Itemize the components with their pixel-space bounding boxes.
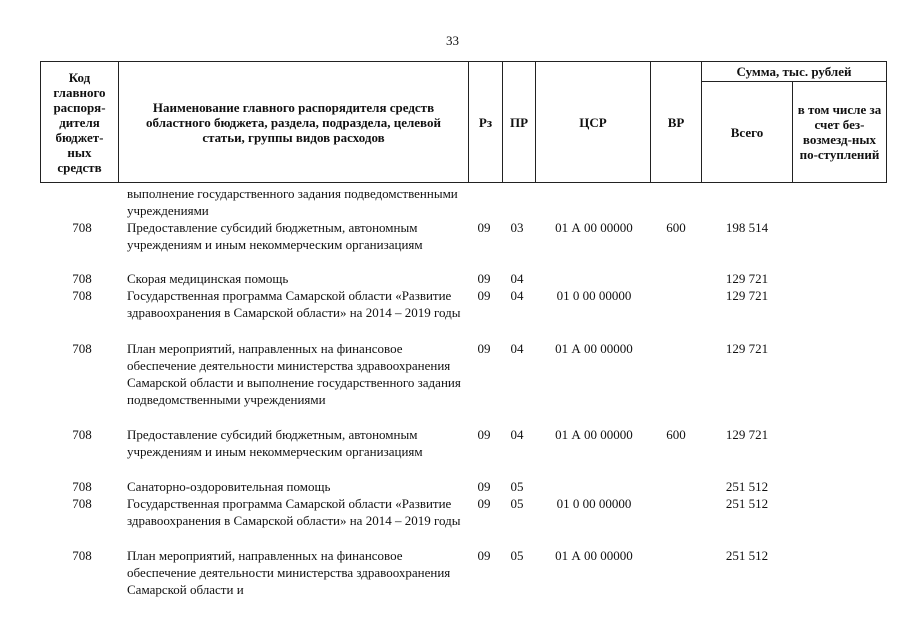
header-code: Код главного распоря-дителя бюджет-ных средств xyxy=(40,61,119,183)
row-name: Государственная программа Самарской области «Развитие здравоохранения в Самарской области» на 2014 – 2019 годы xyxy=(127,288,461,320)
header-rz: Рз xyxy=(468,61,503,183)
row-total: 129 721 xyxy=(725,427,769,442)
row-total: 251 512 xyxy=(725,479,769,494)
row-code: 708 xyxy=(72,271,92,286)
row-rz: 09 xyxy=(477,427,491,442)
row-total: 129 721 xyxy=(725,288,769,303)
row-code: 708 xyxy=(72,479,92,494)
row-pr: 04 xyxy=(510,341,524,356)
row-name: Санаторно-оздоровительная помощь xyxy=(127,479,331,494)
header-sum-group: Сумма, тыс. рублей xyxy=(701,61,887,82)
row-pr: 03 xyxy=(510,220,524,235)
row-pr: 05 xyxy=(510,479,524,494)
header-pr: ПР xyxy=(502,61,536,183)
row-rz: 09 xyxy=(477,220,491,235)
row-code: 708 xyxy=(72,341,92,356)
row-pr: 04 xyxy=(510,288,524,303)
row-total: 251 512 xyxy=(725,548,769,563)
row-code: 708 xyxy=(72,220,92,235)
row-csr: 01 0 00 00000 xyxy=(556,496,632,511)
header-total: Всего xyxy=(701,81,793,183)
row-csr: 01 А 00 00000 xyxy=(555,341,633,356)
row-csr: 01 А 00 00000 xyxy=(555,220,633,235)
row-csr: 01 0 00 00000 xyxy=(556,288,632,303)
row-vr: 600 xyxy=(666,427,686,442)
row-code: 708 xyxy=(72,548,92,563)
row-pr: 04 xyxy=(510,271,524,286)
row-name: Предоставление субсидий бюджетным, автономным учреждениям и иным некоммерческим организациям xyxy=(127,427,423,459)
row-total: 198 514 xyxy=(725,220,769,235)
row-name: План мероприятий, направленных на финансовое обеспечение деятельности министерства здравоохранения Самарской области и выполнение государственного задания подведомственными учреждениями xyxy=(127,341,461,407)
row-code: 708 xyxy=(72,288,92,303)
row-name: Скорая медицинская помощь xyxy=(127,271,289,286)
row-rz: 09 xyxy=(477,271,491,286)
row-total: 129 721 xyxy=(725,271,769,286)
row-pr: 05 xyxy=(510,496,524,511)
header-name: Наименование главного распорядителя средств областного бюджета, раздела, подраздела, целевой статьи, группы видов расходов xyxy=(118,61,469,183)
row-total: 251 512 xyxy=(725,496,769,511)
row-vr: 600 xyxy=(666,220,686,235)
row-name: План мероприятий, направленных на финансовое обеспечение деятельности министерства здравоохранения Самарской области и xyxy=(127,548,451,597)
row-total: 129 721 xyxy=(725,341,769,356)
row-csr: 01 А 00 00000 xyxy=(555,548,633,563)
row-code: 708 xyxy=(72,427,92,442)
row-rz: 09 xyxy=(477,548,491,563)
row-rz: 09 xyxy=(477,496,491,511)
row-rz: 09 xyxy=(477,341,491,356)
header-csr: ЦСР xyxy=(535,61,651,183)
row-name: выполнение государственного задания подведомственными учреждениями xyxy=(127,186,458,218)
row-code: 708 xyxy=(72,496,92,511)
page-number: 33 xyxy=(446,33,459,48)
row-pr: 05 xyxy=(510,548,524,563)
row-name: Государственная программа Самарской области «Развитие здравоохранения в Самарской области» на 2014 – 2019 годы xyxy=(127,496,461,528)
header-gratuitous: в том числе за счет без-возмезд-ных по-ступлений xyxy=(792,81,887,183)
row-name: Предоставление субсидий бюджетным, автономным учреждениям и иным некоммерческим организациям xyxy=(127,220,423,252)
header-vr: ВР xyxy=(650,61,702,183)
row-csr: 01 А 00 00000 xyxy=(555,427,633,442)
row-pr: 04 xyxy=(510,427,524,442)
row-rz: 09 xyxy=(477,479,491,494)
row-rz: 09 xyxy=(477,288,491,303)
